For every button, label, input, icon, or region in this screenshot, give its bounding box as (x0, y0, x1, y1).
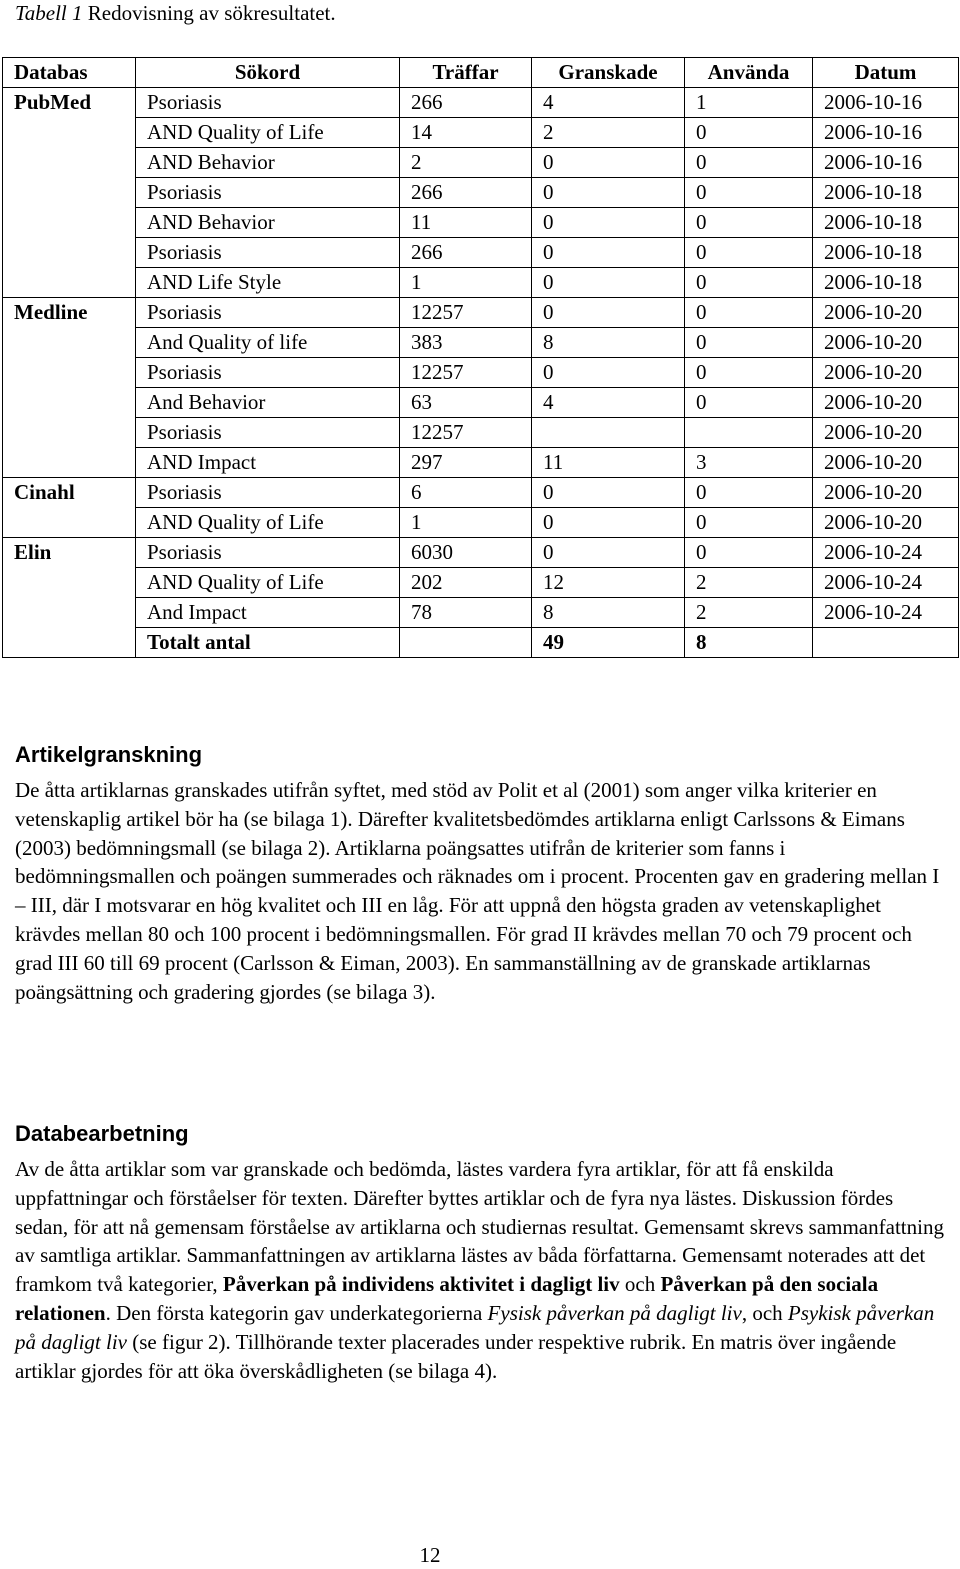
table-row (3, 358, 959, 388)
cell-datum: 2006-10-20 (813, 448, 959, 478)
cell-traffar: 78 (400, 598, 532, 628)
table-row (3, 208, 959, 238)
table-row (3, 478, 959, 508)
cell-databas (3, 328, 136, 358)
cell-datum: 2006-10-24 (813, 538, 959, 568)
cell-traffar: 12257 (400, 298, 532, 328)
cell-granskade: 0 (532, 298, 685, 328)
cell-traffar: 12257 (400, 358, 532, 388)
cell-sokord: Psoriasis (136, 478, 400, 508)
page-number: 12 (419, 1543, 441, 1567)
cell-traffar: 6030 (400, 538, 532, 568)
cell-anvanda: 0 (685, 148, 813, 178)
cell-datum: 2006-10-20 (813, 388, 959, 418)
cell-sokord: And Impact (136, 598, 400, 628)
section-artikelgranskning (15, 741, 945, 1006)
header-databas: Databas (3, 58, 136, 88)
cell-traffar (400, 628, 532, 658)
cell-datum: 2006-10-20 (813, 478, 959, 508)
table-caption (15, 0, 336, 26)
cell-traffar: 6 (400, 478, 532, 508)
table-row (3, 238, 959, 268)
table-row (3, 298, 959, 328)
cell-datum: 2006-10-16 (813, 148, 959, 178)
cell-granskade: 0 (532, 178, 685, 208)
cell-databas (3, 508, 136, 538)
cell-datum: 2006-10-16 (813, 88, 959, 118)
table-body (3, 88, 959, 658)
cell-sokord: AND Life Style (136, 268, 400, 298)
header-datum: Datum (813, 58, 959, 88)
paragraph-text: och (619, 1272, 661, 1297)
cell-datum: 2006-10-20 (813, 358, 959, 388)
table-row (3, 598, 959, 628)
cell-traffar: 266 (400, 238, 532, 268)
cell-datum: 2006-10-20 (813, 508, 959, 538)
cell-anvanda: 0 (685, 208, 813, 238)
cell-sokord: Totalt antal (136, 628, 400, 658)
header-granskade: Granskade (532, 58, 685, 88)
header-anvanda: Använda (685, 58, 813, 88)
cell-anvanda (685, 418, 813, 448)
cell-sokord: AND Behavior (136, 208, 400, 238)
cell-anvanda: 0 (685, 478, 813, 508)
subcategory-1: Fysisk påverkan på dagligt liv (487, 1300, 742, 1325)
cell-granskade: 0 (532, 508, 685, 538)
cell-datum: 2006-10-18 (813, 268, 959, 298)
cell-granskade: 49 (532, 628, 685, 658)
cell-traffar: 266 (400, 178, 532, 208)
table-total-row (3, 628, 959, 658)
cell-sokord: Psoriasis (136, 418, 400, 448)
cell-anvanda: 0 (685, 298, 813, 328)
cell-databas: Elin (3, 538, 136, 568)
cell-sokord: AND Quality of Life (136, 568, 400, 598)
cell-anvanda: 0 (685, 178, 813, 208)
cell-anvanda: 0 (685, 328, 813, 358)
cell-databas (3, 598, 136, 628)
cell-databas (3, 238, 136, 268)
cell-sokord: Psoriasis (136, 238, 400, 268)
cell-granskade: 0 (532, 478, 685, 508)
cell-anvanda: 0 (685, 118, 813, 148)
paragraph-text: , och (741, 1300, 788, 1325)
cell-sokord: Psoriasis (136, 88, 400, 118)
cell-granskade: 8 (532, 598, 685, 628)
cell-databas (3, 148, 136, 178)
search-results-table (2, 57, 959, 658)
category-1: Påverkan på individens aktivitet i dagligt liv (222, 1272, 620, 1297)
cell-granskade: 4 (532, 88, 685, 118)
cell-databas (3, 178, 136, 208)
header-traffar: Träffar (400, 58, 532, 88)
cell-sokord: And Quality of life (136, 328, 400, 358)
cell-anvanda: 0 (685, 538, 813, 568)
cell-databas (3, 628, 136, 658)
cell-anvanda: 3 (685, 448, 813, 478)
table-row (3, 508, 959, 538)
cell-traffar: 14 (400, 118, 532, 148)
table-row (3, 328, 959, 358)
cell-databas: Medline (3, 298, 136, 328)
table-row (3, 388, 959, 418)
cell-datum: 2006-10-16 (813, 118, 959, 148)
cell-traffar: 1 (400, 268, 532, 298)
cell-traffar: 383 (400, 328, 532, 358)
table-row (3, 268, 959, 298)
cell-anvanda: 1 (685, 88, 813, 118)
cell-databas: PubMed (3, 88, 136, 118)
cell-sokord: Psoriasis (136, 358, 400, 388)
cell-datum: 2006-10-20 (813, 298, 959, 328)
cell-datum: 2006-10-18 (813, 208, 959, 238)
paragraph-text: . Den första kategorin gav underkategorierna (105, 1300, 488, 1325)
subcategory-2: Psykisk påverkan på dagligt liv (15, 1300, 935, 1354)
cell-datum (813, 628, 959, 658)
table-row (3, 118, 959, 148)
cell-anvanda: 0 (685, 508, 813, 538)
cell-anvanda: 0 (685, 388, 813, 418)
caption-label: Tabell 1 (15, 1, 83, 25)
cell-datum: 2006-10-20 (813, 418, 959, 448)
cell-granskade: 0 (532, 148, 685, 178)
table-header-row (3, 58, 959, 88)
cell-anvanda: 0 (685, 358, 813, 388)
cell-granskade: 11 (532, 448, 685, 478)
cell-granskade: 0 (532, 358, 685, 388)
cell-anvanda: 2 (685, 568, 813, 598)
paragraph-text: (se figur 2). Tillhörande texter placerades under respektive rubrik. En matris över ingående artiklar gjordes för att öka överskådligheten (se bilaga 4). (15, 1329, 897, 1383)
cell-sokord: And Behavior (136, 388, 400, 418)
section-databearbetning (15, 1120, 945, 1385)
cell-anvanda: 2 (685, 598, 813, 628)
table-row (3, 568, 959, 598)
cell-sokord: Psoriasis (136, 538, 400, 568)
category-2: Påverkan på den sociala relationen (15, 1272, 879, 1325)
cell-sokord: Psoriasis (136, 178, 400, 208)
cell-databas (3, 418, 136, 448)
cell-sokord: AND Behavior (136, 148, 400, 178)
cell-datum: 2006-10-18 (813, 178, 959, 208)
cell-traffar: 266 (400, 88, 532, 118)
cell-datum: 2006-10-24 (813, 568, 959, 598)
table-row (3, 448, 959, 478)
cell-granskade: 0 (532, 208, 685, 238)
cell-sokord: Psoriasis (136, 298, 400, 328)
cell-anvanda: 0 (685, 238, 813, 268)
cell-traffar: 12257 (400, 418, 532, 448)
paragraph-artikelgranskning: De åtta artiklarnas granskades utifrån syftet, med stöd av Polit et al (2001) som anger vilka kriterier en vetenskaplig artikel bör ha (se bilaga 1). Därefter kvalitetsbedömdes artiklarna enligt Carlssons & Eimans (2003) bedömningsmall (se bilaga 2). Artiklarna poängsattes utifrån de kriterier som fanns i bedömningsmallen och poängen summerades och räknades om i procent. Procenten gav en gradering mellan I – III, där I motsvarar en hög kvalitet och III en låg. För att uppnå den högsta graden av vetenskaplighet krävdes mellan 80 och 100 procent i bedömningsmallen. För grad II krävdes mellan 70 och 79 procent och grad III 60 till 69 procent (Carlsson & Eiman, 2003). En sammanställning av de granskade artiklarnas poängsättning och gradering gjordes (se bilaga 3). (15, 778, 940, 1004)
cell-granskade: 0 (532, 538, 685, 568)
cell-databas (3, 448, 136, 478)
cell-databas (3, 268, 136, 298)
cell-databas (3, 388, 136, 418)
cell-granskade: 4 (532, 388, 685, 418)
cell-anvanda: 0 (685, 268, 813, 298)
cell-sokord: AND Quality of Life (136, 118, 400, 148)
cell-granskade (532, 418, 685, 448)
cell-granskade: 0 (532, 268, 685, 298)
cell-databas (3, 118, 136, 148)
paragraph-databearbetning (15, 1155, 945, 1385)
cell-databas (3, 358, 136, 388)
table-row (3, 178, 959, 208)
section-heading-artikelgranskning: Artikelgranskning (15, 742, 203, 767)
section-heading-databearbetning: Databearbetning (15, 1121, 189, 1146)
cell-sokord: AND Quality of Life (136, 508, 400, 538)
header-sokord: Sökord (136, 58, 400, 88)
cell-traffar: 297 (400, 448, 532, 478)
cell-traffar: 202 (400, 568, 532, 598)
cell-sokord: AND Impact (136, 448, 400, 478)
cell-granskade: 8 (532, 328, 685, 358)
cell-granskade: 2 (532, 118, 685, 148)
cell-traffar: 11 (400, 208, 532, 238)
cell-traffar: 63 (400, 388, 532, 418)
cell-anvanda: 8 (685, 628, 813, 658)
table-row (3, 88, 959, 118)
cell-traffar: 1 (400, 508, 532, 538)
cell-databas: Cinahl (3, 478, 136, 508)
paragraph-text: Av de åtta artiklar som var granskade och bedömda, lästes vardera fyra artiklar, för att få enskilda uppfattningar och förståelser för texten. Därefter byttes artiklar och de fyra nya lästes. Diskussion fördes sedan, för att nå gemensam förståelse av artiklarna och studiernas resultat. Gemensamt skrevs sammanfattning av samtliga artiklar. Sammanfattningen av artiklarna lästes av båda författarna. Gemensamt noterades att det framkom två kategorier, (15, 1157, 944, 1297)
table-row (3, 418, 959, 448)
cell-datum: 2006-10-20 (813, 328, 959, 358)
cell-granskade: 12 (532, 568, 685, 598)
cell-traffar: 2 (400, 148, 532, 178)
cell-databas (3, 568, 136, 598)
cell-granskade: 0 (532, 238, 685, 268)
cell-databas (3, 208, 136, 238)
cell-datum: 2006-10-24 (813, 598, 959, 628)
table-row (3, 538, 959, 568)
table-row (3, 148, 959, 178)
caption-text: Redovisning av sökresultatet. (87, 1, 336, 25)
cell-datum: 2006-10-18 (813, 238, 959, 268)
